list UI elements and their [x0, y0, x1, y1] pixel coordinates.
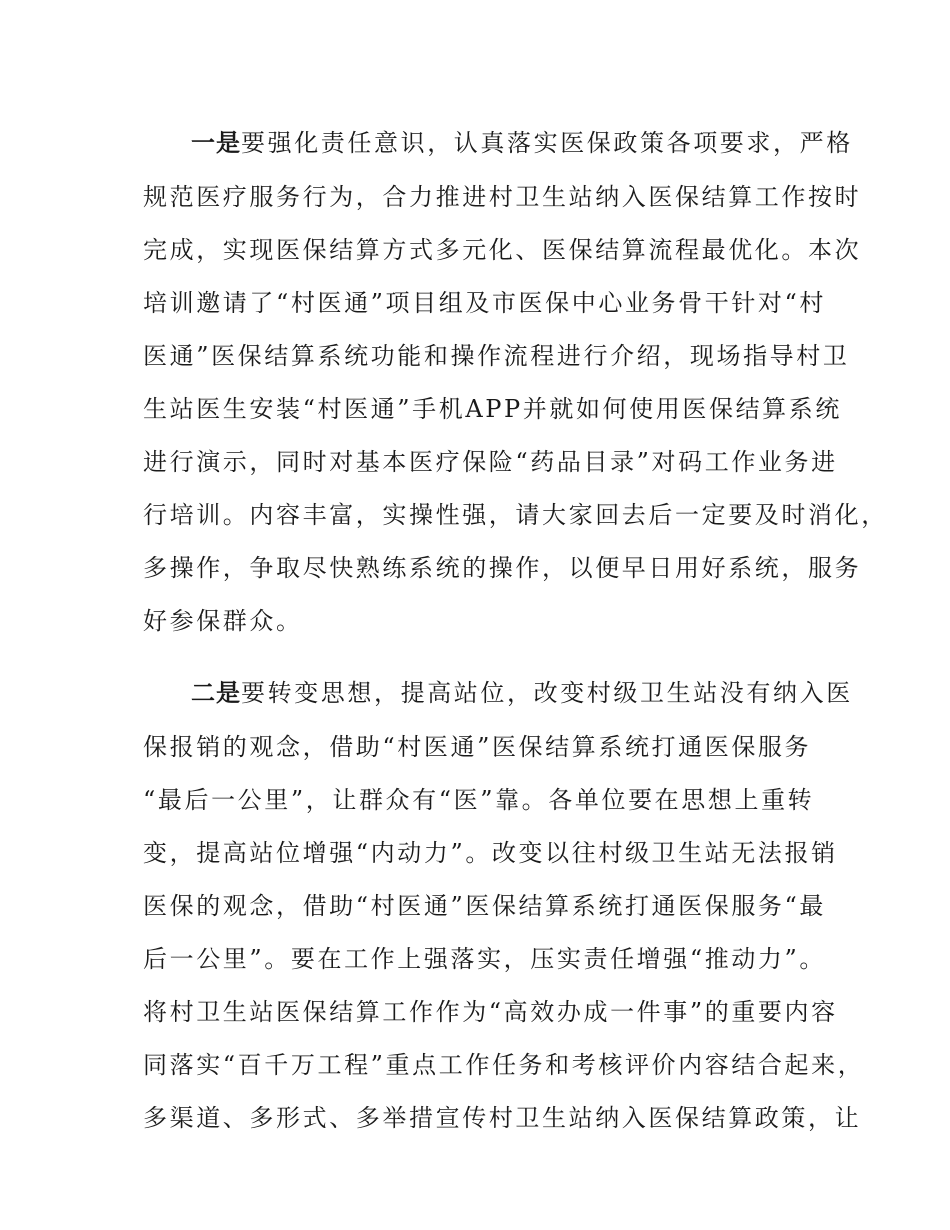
paragraph-2-line-7: 将村卫生站医保结算工作作为“高效办成一件事”的重要内容 — [143, 998, 838, 1026]
paragraph-1-line-6: 生站医生安装“村医通”手机APP并就如何使用医保结算系统 — [143, 395, 842, 423]
paragraph-1-lead: 一是 — [191, 129, 241, 157]
paragraph-1-line-7: 进行演示，同时对基本医疗保险“药品目录”对码工作业务进 — [143, 448, 838, 476]
paragraph-1-line-4: 培训邀请了“村医通”项目组及市医保中心业务骨干针对“村 — [143, 289, 827, 317]
paragraph-1-line-2: 规范医疗服务行为，合力推进村卫生站纳入医保结算工作按时 — [143, 183, 862, 211]
paragraph-2-line-5: 医保的观念，借助“村医通”医保结算系统打通医保服务“最 — [143, 892, 827, 920]
paragraph-2-line-4: 变，提高站位增强“内动力”。改变以往村级卫生站无法报销 — [143, 839, 838, 867]
paragraph-2-line-6: 后一公里”。要在工作上强落实，压实责任增强“推动力”。 — [143, 945, 827, 973]
paragraph-1-line-9: 多操作，争取尽快熟练系统的操作，以便早日用好系统，服务 — [143, 554, 862, 582]
paragraph-1-line-3: 完成，实现医保结算方式多元化、医保结算流程最优化。本次 — [143, 236, 862, 264]
paragraph-1-line-10: 好参保群众。 — [143, 607, 303, 635]
paragraph-2-line-3: “最后一公里”，让群众有“医”靠。各单位要在思想上重转 — [143, 786, 815, 814]
paragraph-2-lead: 二是 — [191, 679, 241, 707]
paragraph-1-line-1: 一是要强化责任意识，认真落实医保政策各项要求，严格 — [191, 129, 853, 157]
paragraph-2-line-9: 多渠道、多形式、多举措宣传村卫生站纳入医保结算政策，让 — [143, 1104, 862, 1132]
paragraph-1-line-8: 行培训。内容丰富，实操性强，请大家回去后一定要及时消化， — [143, 501, 888, 529]
paragraph-2-line-1: 二是要转变思想，提高站位，改变村级卫生站没有纳入医 — [191, 679, 853, 707]
paragraph-2-line-2: 保报销的观念，借助“村医通”医保结算系统打通医保服务 — [143, 733, 812, 761]
paragraph-2-line-8: 同落实“百千万工程”重点工作任务和考核评价内容结合起来， — [143, 1051, 865, 1079]
paragraph-1-line-5: 医通”医保结算系统功能和操作流程进行介绍，现场指导村卫 — [143, 342, 850, 370]
